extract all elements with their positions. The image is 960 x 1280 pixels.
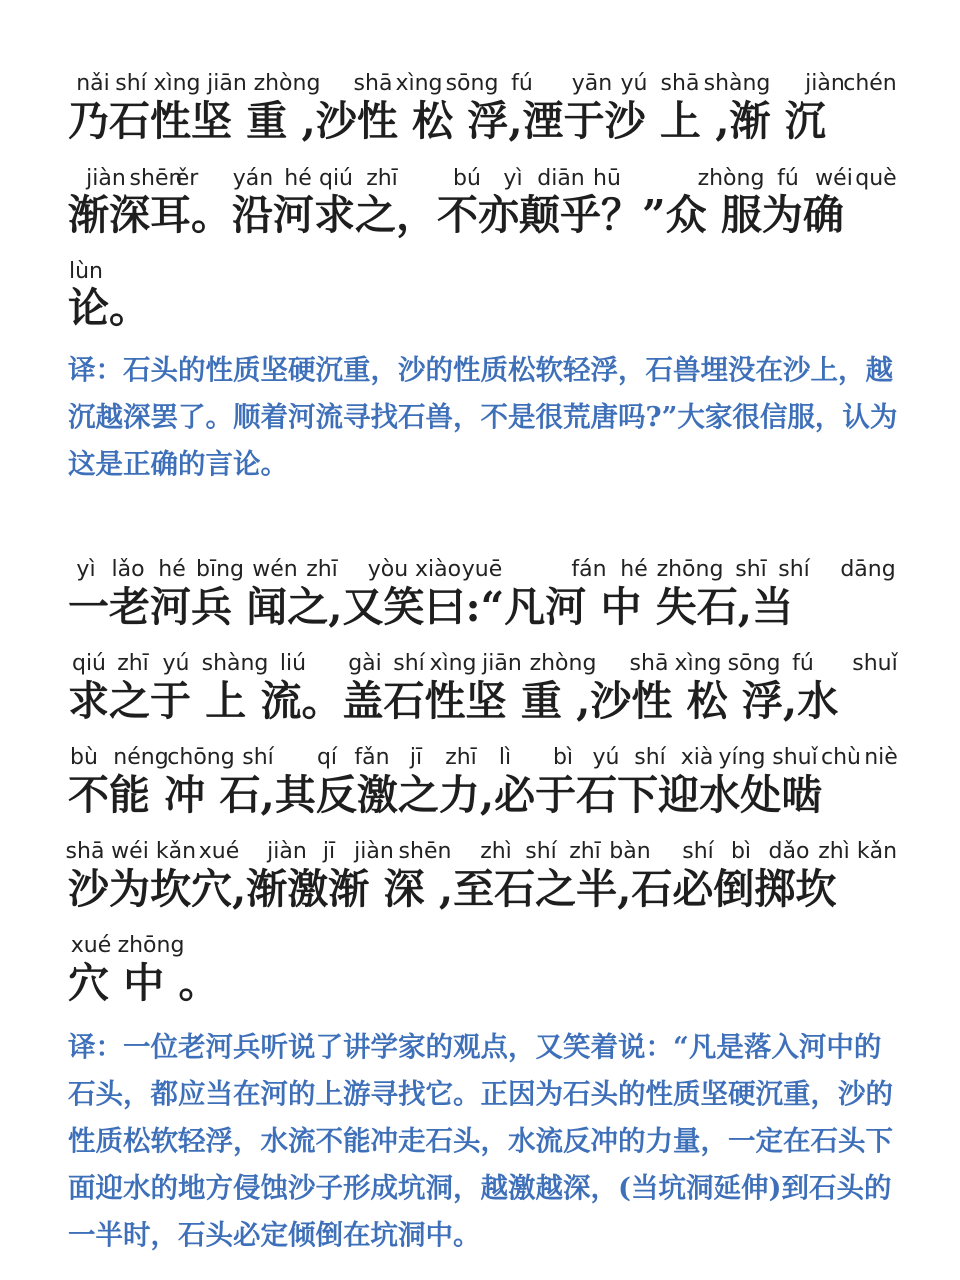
pinyin: néng — [113, 745, 169, 770]
pinyin: zhì — [480, 839, 512, 864]
pinyin: qiú — [318, 166, 354, 191]
pinyin: bú — [453, 166, 481, 191]
pinyin: shàng — [703, 71, 771, 96]
pinyin: xìng — [153, 71, 201, 96]
text-line: 一老河兵 闻之,又笑曰:“凡河 中 失石,当 — [68, 583, 794, 631]
pinyin: shēn — [398, 839, 452, 864]
pinyin: bì — [552, 745, 574, 770]
pinyin-line — [0, 933, 960, 958]
pinyin: dǎo — [768, 839, 810, 864]
pinyin: jiān — [482, 651, 522, 676]
pinyin: yú — [620, 71, 648, 96]
pinyin: ěr — [175, 166, 199, 191]
pinyin: shā — [629, 651, 669, 676]
pinyin: shí — [682, 839, 714, 864]
pinyin: zhī — [445, 745, 477, 770]
pinyin-line — [0, 745, 960, 770]
pinyin: zhī — [569, 839, 601, 864]
pinyin: chōng — [167, 745, 235, 770]
pinyin: chén — [843, 71, 897, 96]
pinyin-line — [0, 259, 960, 284]
pinyin: yú — [592, 745, 620, 770]
text-line: 沙为坎穴,渐激渐 深 ,至石之半,石必倒掷坎 — [68, 865, 837, 913]
pinyin: zhōng — [656, 557, 724, 582]
translation-paragraph: 译：石头的性质坚硬沉重，沙的性质松软轻浮，石兽埋没在沙上，越沉越深罢了。顺着河流寻找石兽，不是很荒唐吗?”大家很信服，认为这是正确的言论。 — [68, 354, 898, 480]
pinyin: qí — [316, 745, 338, 770]
pinyin: fú — [777, 166, 799, 191]
pinyin: shí — [634, 745, 666, 770]
pinyin: fú — [511, 71, 533, 96]
pinyin: zhōng — [117, 933, 185, 958]
pinyin: què — [855, 166, 897, 191]
pinyin: jiàn — [86, 166, 126, 191]
pinyin: jiàn — [354, 839, 394, 864]
pinyin: diān — [537, 166, 585, 191]
pinyin: sōng — [727, 651, 781, 676]
pinyin: shā — [353, 71, 393, 96]
text-line: 论。 — [68, 284, 150, 332]
pinyin: shēn — [129, 166, 183, 191]
pinyin: bù — [70, 745, 98, 770]
pinyin: jiàn — [267, 839, 307, 864]
pinyin-line — [0, 839, 960, 864]
pinyin: xué — [198, 839, 240, 864]
pinyin: shàng — [201, 651, 269, 676]
pinyin: gài — [348, 651, 382, 676]
pinyin-line — [0, 651, 960, 676]
pinyin: xué — [70, 933, 112, 958]
pinyin-line — [0, 166, 960, 191]
pinyin: shā — [65, 839, 105, 864]
pinyin: hū — [593, 166, 621, 191]
pinyin: jī — [322, 839, 336, 864]
pinyin: xià — [680, 745, 714, 770]
pinyin: niè — [864, 745, 898, 770]
pinyin: shuǐ — [772, 745, 818, 770]
pinyin: lì — [498, 745, 512, 770]
pinyin: shí — [115, 71, 147, 96]
pinyin: zhī — [306, 557, 338, 582]
pinyin: fú — [792, 651, 814, 676]
pinyin: xìng — [395, 71, 443, 96]
pinyin: shī — [735, 557, 767, 582]
pinyin: dāng — [840, 557, 896, 582]
pinyin: qiú — [71, 651, 107, 676]
pinyin: zhī — [366, 166, 398, 191]
pinyin: shuǐ — [852, 651, 898, 676]
text-line: 渐深耳。沿河求之，不亦颠乎？”众 服为确 — [68, 191, 844, 239]
pinyin: shí — [242, 745, 274, 770]
pinyin: zhòng — [253, 71, 321, 96]
pinyin: xìng — [429, 651, 477, 676]
pinyin: wéi — [815, 166, 853, 191]
pinyin: zhòng — [697, 166, 765, 191]
text-line: 求之于 上 流。盖石性坚 重 ,沙性 松 浮,水 — [68, 677, 839, 725]
pinyin: yíng — [718, 745, 766, 770]
pinyin: yì — [76, 557, 96, 582]
pinyin: xìng — [674, 651, 722, 676]
pinyin: nǎi — [76, 71, 110, 96]
pinyin: lǎo — [111, 557, 145, 582]
pinyin-line — [0, 557, 960, 582]
text-line: 穴 中 。 — [68, 959, 220, 1007]
pinyin: jiān — [207, 71, 247, 96]
text-line: 不能 冲 石,其反激之力,必于石下迎水处啮 — [68, 771, 823, 819]
pinyin: shí — [778, 557, 810, 582]
pinyin: shā — [660, 71, 700, 96]
pinyin: bàn — [609, 839, 651, 864]
pinyin: liú — [279, 651, 307, 676]
pinyin: hé — [284, 166, 312, 191]
pinyin: kǎn — [856, 839, 898, 864]
pinyin: hé — [620, 557, 648, 582]
pinyin: fán — [571, 557, 607, 582]
pinyin: xiào — [414, 557, 462, 582]
pinyin: yuē — [461, 557, 503, 582]
pinyin: wén — [252, 557, 298, 582]
pinyin: jī — [409, 745, 423, 770]
translation-paragraph: 译：一位老河兵听说了讲学家的观点，又笑着说：“凡是落入河中的石头，都应当在河的上游寻找它。正因为石头的性质坚硬沉重，沙的性质松软轻浮，水流不能冲走石头，水流反冲的力量，一定在石头下面迎水的地方侵蚀沙子形成坑洞，越激越深，(当坑洞延伸)到石头的一半时，石头必定倾倒在坑洞中。 — [68, 1031, 893, 1251]
pinyin: kǎn — [155, 839, 197, 864]
pinyin: yì — [503, 166, 523, 191]
text-line: 乃石性坚 重 ,沙性 松 浮,湮于沙 上 ,渐 沉 — [68, 97, 826, 145]
pinyin: yú — [162, 651, 190, 676]
pinyin: hé — [158, 557, 186, 582]
pinyin: sōng — [445, 71, 499, 96]
pinyin: shí — [525, 839, 557, 864]
pinyin: yān — [571, 71, 613, 96]
pinyin: bì — [730, 839, 752, 864]
pinyin: wéi — [111, 839, 149, 864]
pinyin: zhī — [117, 651, 149, 676]
pinyin: shí — [393, 651, 425, 676]
pinyin-line — [0, 71, 960, 96]
pinyin: zhòng — [529, 651, 597, 676]
pinyin: lùn — [69, 259, 103, 284]
pinyin: zhì — [818, 839, 850, 864]
pinyin: fǎn — [354, 745, 390, 770]
pinyin: chù — [821, 745, 861, 770]
pinyin: bīng — [196, 557, 244, 582]
pinyin: yán — [232, 166, 274, 191]
pinyin: jiàn — [805, 71, 845, 96]
pinyin: yòu — [367, 557, 409, 582]
